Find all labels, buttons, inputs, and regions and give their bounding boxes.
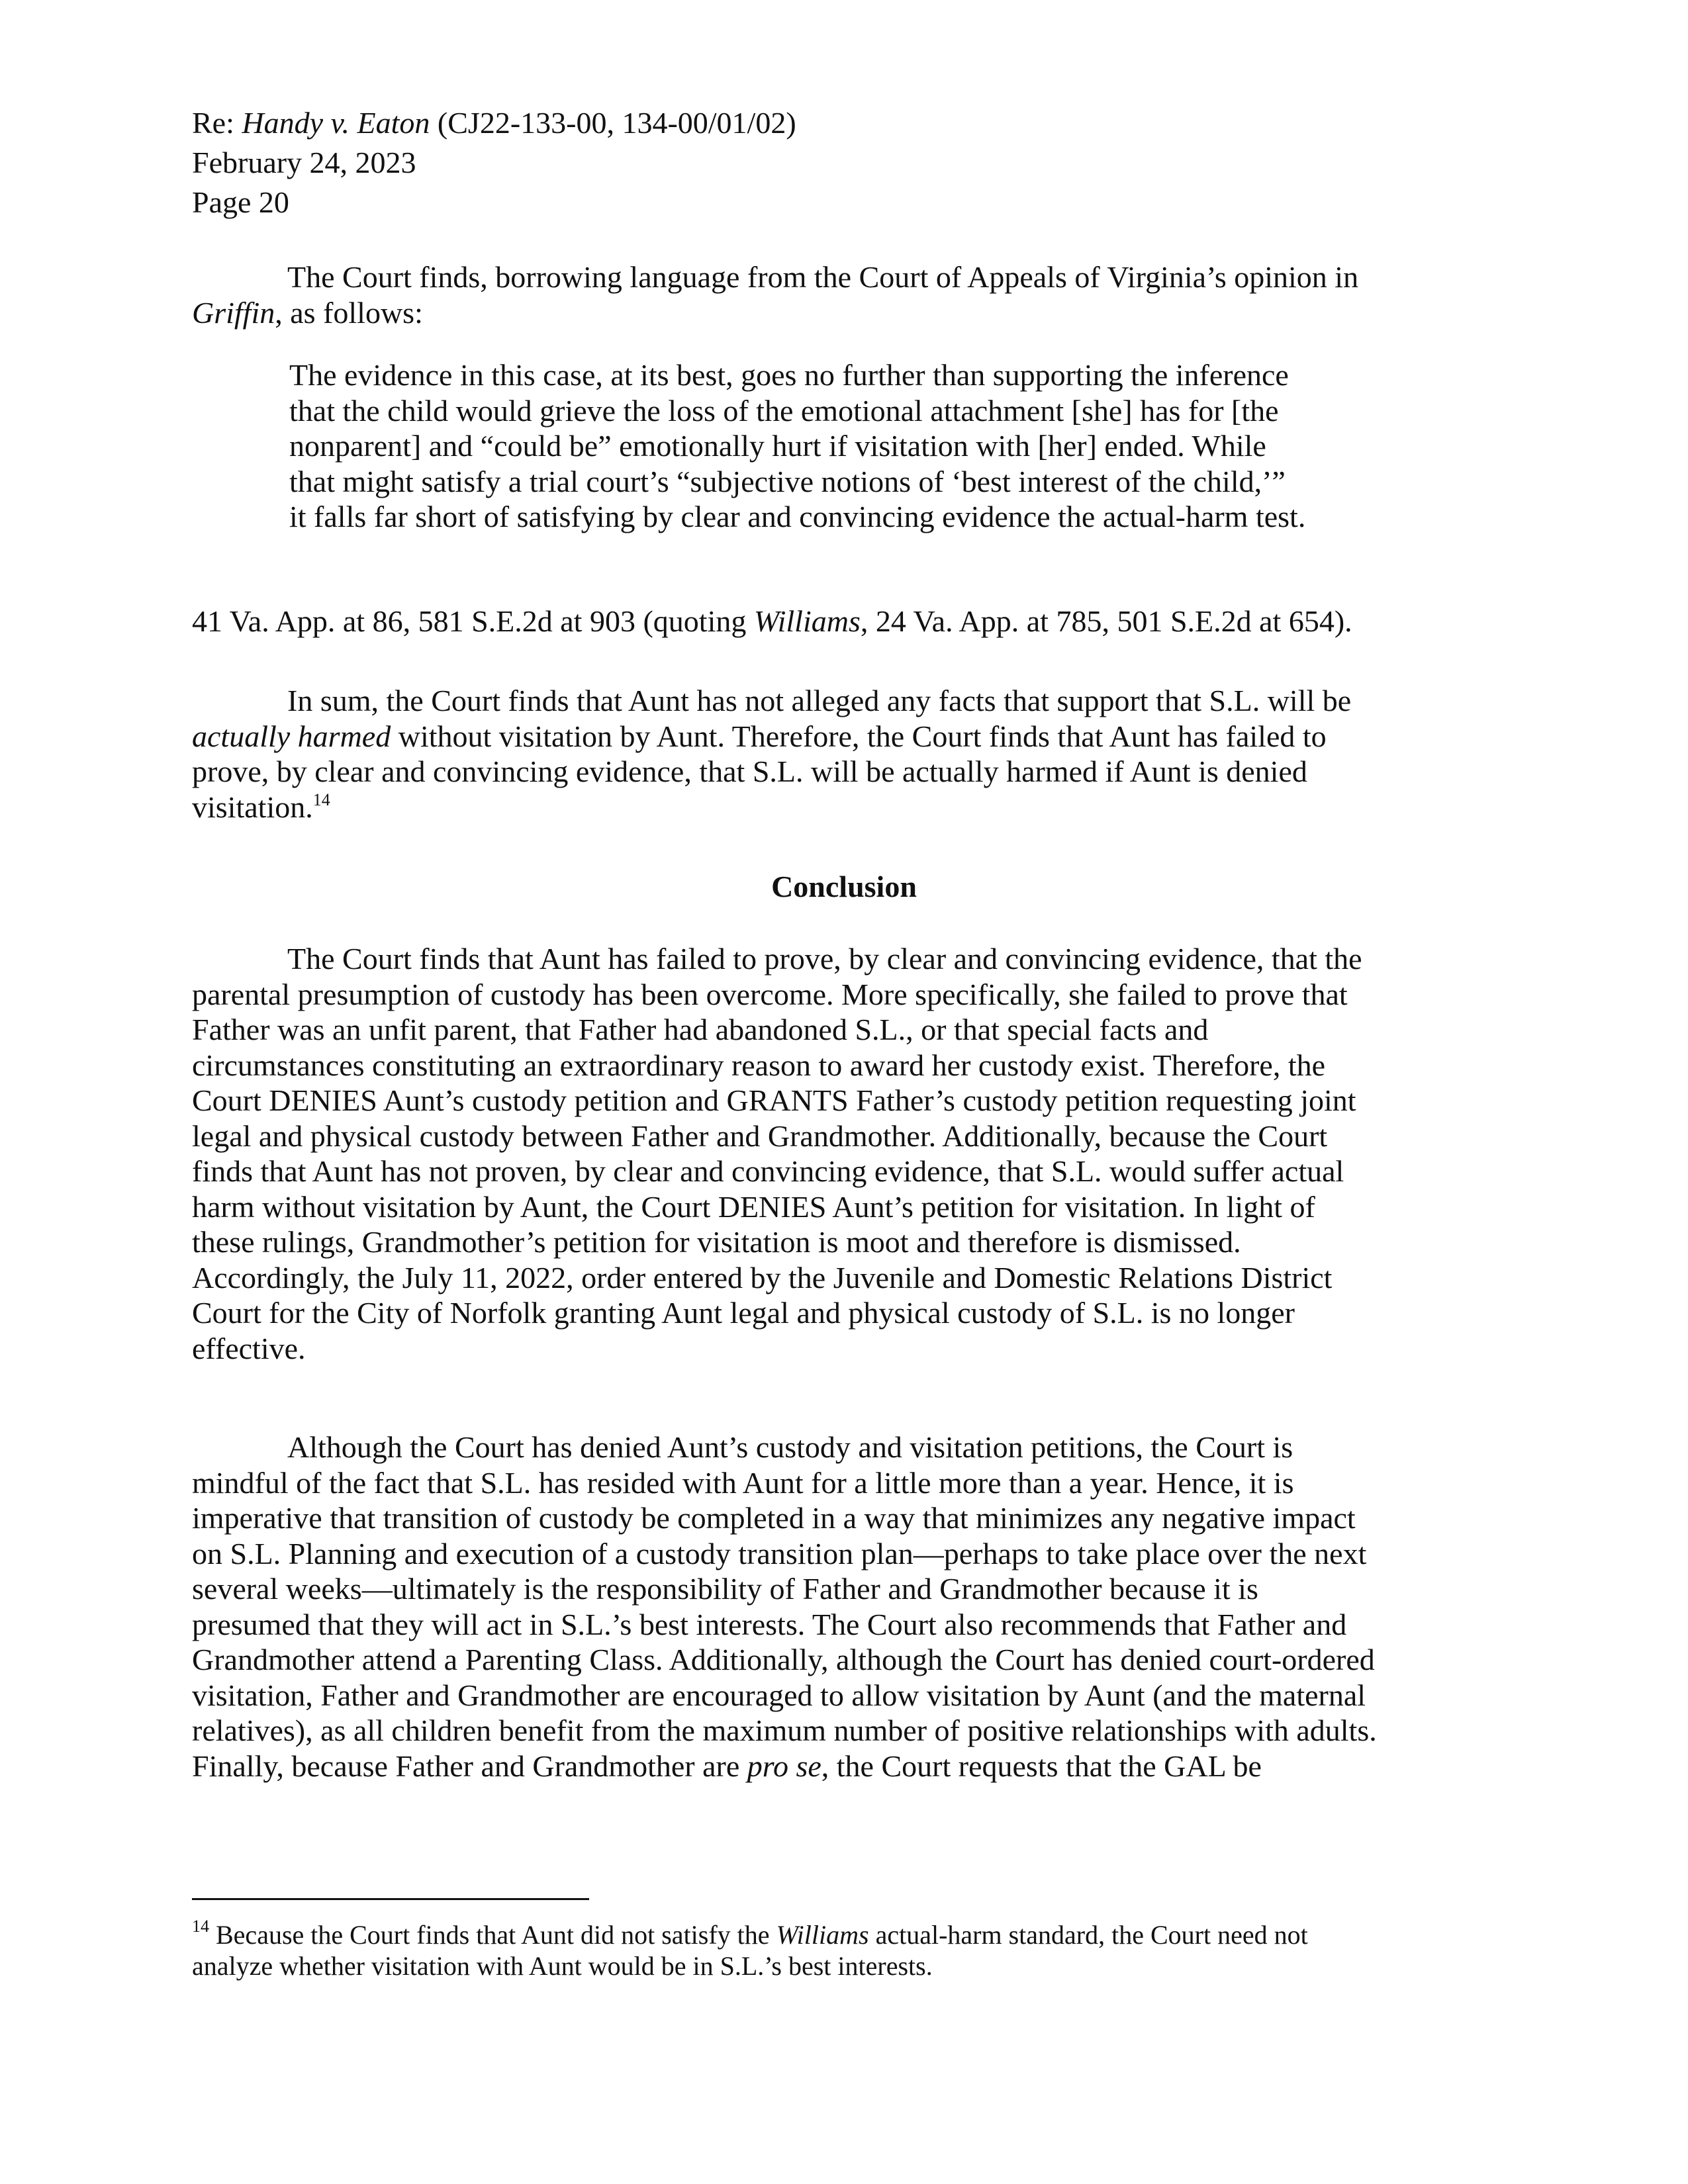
paragraph-in-sum: In sum, the Court finds that Aunt has not alleged any facts that support that S.L. will be actually harmed without visitation by Aunt. Therefore, the Court finds that Aunt has failed to prove, by clear and convincing evidence, that S.L. will be actually harmed if Aunt is denied visitation.$^{14}$ — [192, 684, 1352, 824]
block-quote: The evidence in this case, at its best, goes no further than supporting the inference that the child would grieve the loss of the emotional attachment [she] has for [the nonparent] and “could be” emotionally hurt if visitation with [her] ended. While that might satisfy a trial court’s “subjective notions of ‘best interest of the child,’” it falls far short of satisfying by clear and convincing evidence the actual-harm test. — [289, 358, 1306, 533]
footnote-separator — [192, 1898, 589, 1900]
letter-header — [192, 103, 796, 222]
footnote-number: 14 — [192, 1917, 209, 1936]
conclusion-heading: Conclusion — [771, 870, 917, 903]
re-line: Re: Handy v. Eaton (CJ22-133-00, 134-00/01/02) — [192, 106, 796, 140]
footnote-reference: 14 — [312, 790, 330, 809]
header-page-number: Page 20 — [192, 185, 289, 219]
case-name: Handy v. Eaton — [242, 106, 430, 140]
paragraph-transition: Although the Court has denied Aunt’s custody and visitation petitions, the Court is mindful of the fact that S.L. has resided with Aunt for a little more than a year. Hence, it is imperative that transition of custody be completed in a way that minimizes any negative impact on S.L. Planning and execution of a custody transition plan—perhaps to take place over the next several weeks—ultimately is the responsibility of Father and Grandmother because it is presumed that they will act in S.L.’s best interests. The Court also recommends that Father and Grandmother attend a Parenting Class. Additionally, although the Court has denied court-ordered visitation, Father and Grandmother are encouraged to allow visitation by Aunt (and the maternal relatives), as all children benefit from the maximum number of positive relationships with adults. Finally, because Father and Grandmother are pro se, the Court requests that the GAL be — [192, 1430, 1377, 1783]
footnote-14: $^{14}$ Because the Court finds that Aunt did not satisfy the Williams actual-harm standard, the Court need not analyze whether visitation with Aunt would be in S.L.’s best interests. — [192, 1917, 1308, 1981]
paragraph-conclusion: The Court finds that Aunt has failed to prove, by clear and convincing evidence, that the parental presumption of custody has been overcome. More specifically, she failed to prove that Father was an unfit parent, that Father had abandoned S.L., or that special facts and circumstances constituting an extraordinary reason to award her custody exist. Therefore, the Court DENIES Aunt’s custody petition and GRANTS Father’s custody petition requesting joint legal and physical custody between Father and Grandmother. Additionally, because the Court finds that Aunt has not proven, by clear and convincing evidence, that S.L. would suffer actual harm without visitation by Aunt, the Court DENIES Aunt’s petition for visitation. In light of these rulings, Grandmother’s petition for visitation is moot and therefore is dismissed. Accordingly, the July 11, 2022, order entered by the Juvenile and Domestic Relations District Court for the City of Norfolk granting Aunt legal and physical custody of S.L. is no longer effective. — [192, 942, 1362, 1365]
paragraph-griffin-intro: The Court finds, borrowing language from the Court of Appeals of Virginia’s opinion in Griffin, as follows: — [192, 260, 1359, 330]
header-date: February 24, 2023 — [192, 146, 416, 179]
citation-line: 41 Va. App. at 86, 581 S.E.2d at 903 (quoting Williams, 24 Va. App. at 785, 501 S.E.2d at 654). — [192, 604, 1352, 638]
